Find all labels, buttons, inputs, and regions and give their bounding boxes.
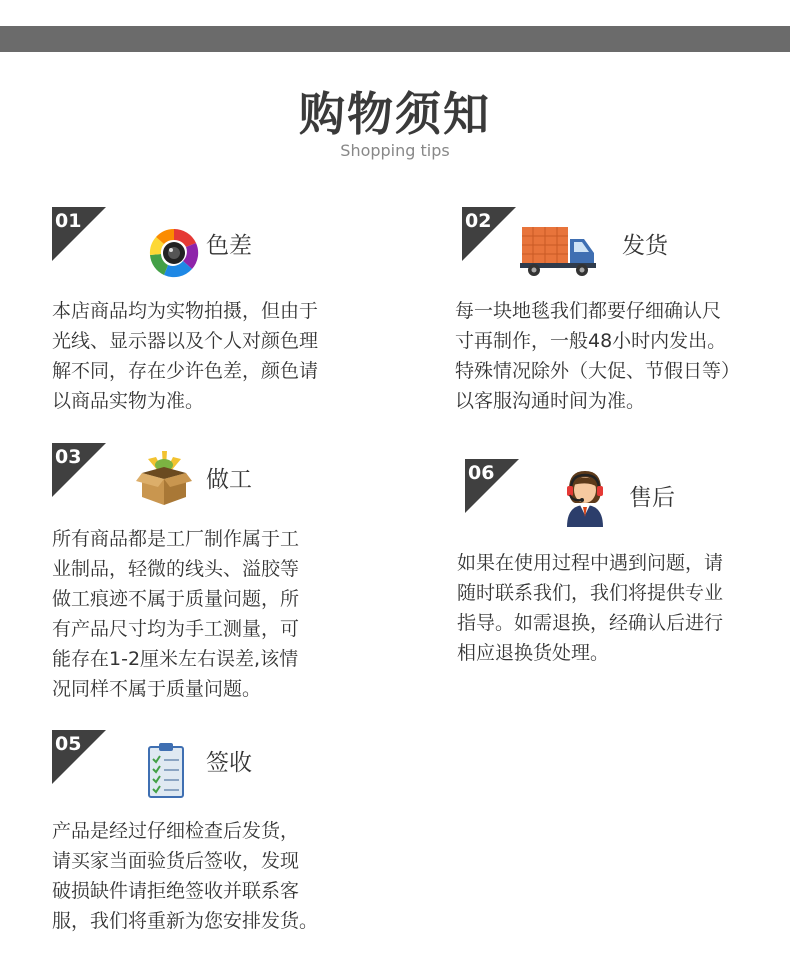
section-after-sales bbox=[457, 459, 790, 664]
checklist-clipboard-icon bbox=[148, 742, 208, 798]
section-description bbox=[455, 296, 740, 416]
description-line: 以客服沟通时间为准。 bbox=[455, 390, 646, 412]
section-number-badge bbox=[52, 443, 106, 497]
description-line: 特殊情况除外（大促、节假日等） bbox=[455, 360, 741, 382]
section-color-difference bbox=[52, 207, 382, 412]
section-number: 06 bbox=[468, 462, 495, 484]
description-line: 请买家当面验货后签收，发现 bbox=[52, 850, 300, 872]
section-number-badge bbox=[52, 730, 106, 784]
section-label: 签收 bbox=[206, 750, 252, 776]
page-subtitle: Shopping tips bbox=[340, 141, 450, 160]
description-line: 解不同，存在少许色差，颜色请 bbox=[52, 360, 319, 382]
section-number: 03 bbox=[55, 446, 82, 468]
description-line: 以商品实物为准。 bbox=[52, 390, 205, 412]
description-line: 有产品尺寸均为手工测量，可 bbox=[52, 618, 300, 640]
section-label: 售后 bbox=[629, 485, 675, 511]
description-line: 如果在使用过程中遇到问题，请 bbox=[457, 552, 724, 574]
description-line: 服，我们将重新为您安排发货。 bbox=[52, 910, 319, 932]
section-description bbox=[457, 548, 723, 668]
description-line: 破损缺件请拒绝签收并联系客 bbox=[52, 880, 300, 902]
section-number-badge bbox=[52, 207, 106, 261]
section-description bbox=[52, 524, 299, 704]
description-line: 相应退换货处理。 bbox=[457, 642, 610, 664]
section-workmanship bbox=[52, 443, 382, 700]
top-banner-bar bbox=[0, 26, 790, 52]
description-line: 光线、显示器以及个人对颜色理 bbox=[52, 330, 319, 352]
description-line: 每一块地毯我们都要仔细确认尺 bbox=[455, 300, 722, 322]
section-signing bbox=[52, 730, 382, 930]
description-line: 况同样不属于质量问题。 bbox=[52, 678, 262, 700]
section-number-badge bbox=[465, 459, 519, 513]
description-line: 能存在1-2厘米左右误差,该情 bbox=[52, 648, 299, 670]
description-line: 指导。如需退换，经确认后进行 bbox=[457, 612, 724, 634]
description-line: 产品是经过仔细检查后发货， bbox=[52, 820, 300, 842]
customer-service-agent-icon bbox=[559, 467, 619, 523]
delivery-truck-icon bbox=[520, 225, 598, 281]
section-number-badge bbox=[462, 207, 516, 261]
description-line: 所有商品都是工厂制作属于工 bbox=[52, 528, 300, 550]
description-line: 寸再制作，一般48小时内发出。 bbox=[455, 330, 727, 352]
section-shipping bbox=[455, 207, 790, 412]
description-line: 做工痕迹不属于质量问题，所 bbox=[52, 588, 300, 610]
page-title: 购物须知 bbox=[299, 87, 491, 141]
open-box-icon bbox=[136, 449, 196, 505]
section-number: 05 bbox=[55, 733, 82, 755]
section-number: 01 bbox=[55, 210, 82, 232]
section-description bbox=[52, 296, 318, 416]
section-label: 做工 bbox=[206, 467, 252, 493]
section-number: 02 bbox=[465, 210, 492, 232]
color-wheel-camera-icon bbox=[146, 225, 206, 281]
description-line: 业制品，轻微的线头、溢胶等 bbox=[52, 558, 300, 580]
section-description bbox=[52, 816, 318, 936]
description-line: 本店商品均为实物拍摄，但由于 bbox=[52, 300, 319, 322]
section-label: 发货 bbox=[622, 233, 668, 259]
section-label: 色差 bbox=[206, 233, 252, 259]
description-line: 随时联系我们，我们将提供专业 bbox=[457, 582, 724, 604]
